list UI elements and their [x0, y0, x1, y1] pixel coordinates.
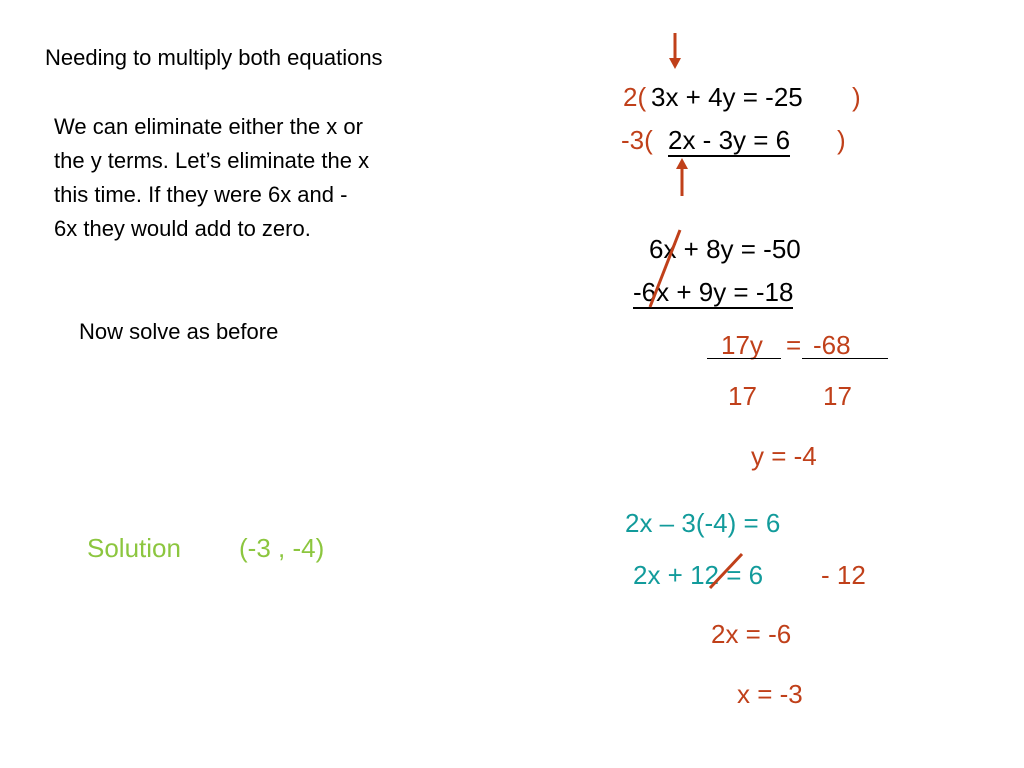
cancel-slash-12 — [710, 554, 742, 588]
cancel-slash-6x — [650, 230, 680, 307]
substitution-line-1: 2x – 3(-4) = 6 — [625, 508, 781, 538]
solution-label: Solution — [87, 533, 181, 563]
eq1-multiplier: 2( — [623, 82, 647, 112]
explanation-line: this time. If they were 6x and - — [54, 182, 348, 207]
y-result: y = -4 — [751, 441, 817, 471]
instruction-text: Now solve as before — [79, 319, 279, 344]
up-arrow-icon — [676, 158, 688, 196]
explanation-line: the y terms. Let’s eliminate the x — [54, 148, 370, 173]
solution-value: (-3 , -4) — [239, 533, 325, 563]
eq2-body: 2x - 3y = 6 — [668, 125, 791, 155]
heading: Needing to multiply both equations — [45, 45, 383, 70]
explanation-line: 6x they would add to zero. — [54, 216, 311, 241]
scaled-eq1: 6x + 8y = -50 — [649, 234, 801, 264]
x-result: x = -3 — [737, 679, 803, 709]
substitution-line-3: 2x = -6 — [711, 619, 792, 649]
substitution-line-2: 2x + 12 = 6 — [633, 560, 764, 590]
sum-equals: = — [786, 330, 802, 360]
eq2-close: ) — [837, 125, 846, 155]
denominator-left: 17 — [728, 381, 757, 411]
down-arrow-icon — [669, 33, 681, 69]
scaled-eq2: -6x + 9y = -18 — [633, 277, 794, 307]
explanation-line: We can eliminate either the x or — [54, 114, 363, 139]
denominator-right: 17 — [823, 381, 852, 411]
sum-left: 17y — [721, 330, 763, 360]
subtract-note: - 12 — [821, 560, 866, 590]
eq1-close: ) — [852, 82, 861, 112]
eq2-multiplier: -3( — [621, 125, 653, 155]
eq1-body: 3x + 4y = -25 — [651, 82, 803, 112]
sum-right: -68 — [813, 330, 851, 360]
